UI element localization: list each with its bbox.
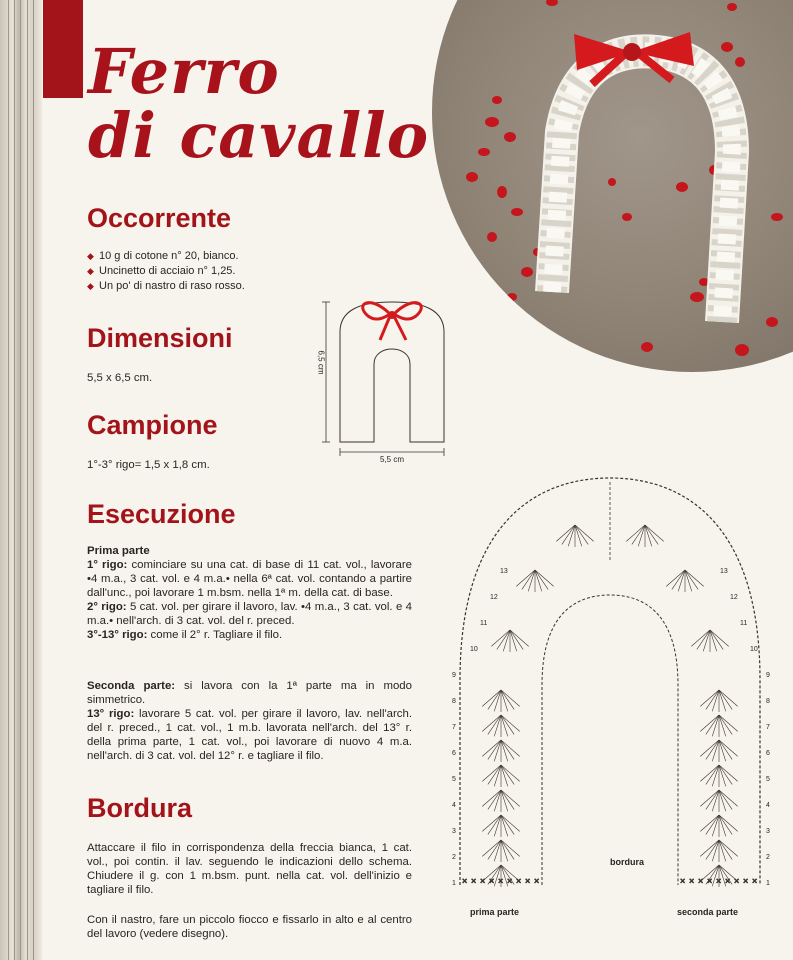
row-number: 13 [720, 568, 728, 575]
row-number: 6 [452, 750, 456, 757]
heading-dimensioni: Dimensioni [87, 323, 233, 353]
stitch-x: × [516, 876, 522, 886]
row-number: 4 [766, 802, 770, 809]
dimensions-text: 5,5 x 6,5 cm. [87, 372, 153, 384]
stitch-x: × [734, 876, 740, 886]
bordura-label: bordura [610, 857, 645, 867]
stitch-x: × [534, 876, 540, 886]
stitch-x: × [752, 876, 758, 886]
title-line-1: Ferro [88, 35, 280, 108]
row-number: 8 [452, 698, 456, 705]
subheading: Prima parte [87, 545, 150, 557]
instructions-part2 [87, 679, 412, 763]
outline-drawing [310, 292, 455, 467]
list-item: ◆ 10 g di cotone n° 20, bianco. [87, 249, 245, 264]
heading-occorrente: Occorrente [87, 203, 232, 233]
row-number: 1 [452, 880, 456, 887]
row-text: 5 cat. vol. per girare il lavoro, lav. •4 m.a., 3 cat. vol. e 4 m.a.• nell'arch. di 3 cat. vol. del r. preced. [87, 601, 412, 627]
crochet-chart [440, 470, 780, 900]
row-label: 1° rigo: [87, 559, 128, 571]
stitch-x: × [489, 876, 495, 886]
list-item: ◆ Uncinetto di acciaio n° 1,25. [87, 264, 245, 279]
row-text: si lavora con la 1ª parte ma in modo simmetrico. [87, 680, 412, 706]
row-number: 5 [766, 776, 770, 783]
stitch-x: × [689, 876, 695, 886]
prima-parte-label: prima parte [470, 907, 520, 917]
instructions-part1 [87, 544, 412, 642]
stitch-x: × [462, 876, 468, 886]
row-number: 7 [452, 724, 456, 731]
row-number: 9 [452, 672, 456, 679]
heading-bordura: Bordura [87, 793, 193, 823]
row-number: 5 [452, 776, 456, 783]
stitch-x: × [480, 876, 486, 886]
stitch-x: × [525, 876, 531, 886]
row-label: 2° rigo: [87, 601, 127, 613]
width-label: 5,5 cm [380, 455, 405, 464]
row-number: 7 [766, 724, 770, 731]
height-label: 6,5 cm [316, 350, 326, 375]
row-number: 4 [452, 802, 456, 809]
list-item: ◆ Un po' di nastro di raso rosso. [87, 279, 245, 294]
accent-tab [43, 0, 83, 98]
stitch-x: × [698, 876, 704, 886]
row-number: 10 [750, 646, 758, 653]
stitch-x: × [680, 876, 686, 886]
row-number: 12 [490, 594, 498, 601]
gauge-text: 1°-3° rigo= 1,5 x 1,8 cm. [87, 459, 210, 471]
border-instructions: Attaccare il filo in corrispondenza della freccia bianca, 1 cat. vol., poi contin. il lav. seguendo le indicazioni dello schema. Chiudere il g. con 1 m.bsm. punt. nella cat. vol. dell'inizio e tagliare il filo. [87, 842, 412, 896]
row-number: 11 [480, 620, 488, 627]
row-number: 13 [500, 568, 508, 575]
row-number: 2 [452, 854, 456, 861]
stitch-x: × [507, 876, 513, 886]
stitch-x: × [725, 876, 731, 886]
row-number: 3 [766, 828, 770, 835]
page-spine [0, 0, 42, 960]
seconda-parte-label: seconda parte [677, 907, 739, 917]
row-text: cominciare su una cat. di base di 11 cat. vol., lavorare •4 m.a., 3 cat. vol. e 4 m.a.• nella 6ª cat. vol. contando a partire dall'unc., poi lavorare 1 m.bsm. nella 1ª m. della cat. di base. [87, 559, 412, 599]
finishing-instructions: Con il nastro, fare un piccolo fiocco e fissarlo in alto e al centro del lavoro (vedere disegno). [87, 914, 412, 940]
stitch-x: × [707, 876, 713, 886]
stitch-x: × [498, 876, 504, 886]
subheading: Seconda parte: [87, 680, 176, 692]
stitch-x: × [743, 876, 749, 886]
row-number: 11 [740, 620, 748, 627]
page-title [88, 35, 430, 172]
row-number: 1 [766, 880, 770, 887]
row-text: come il 2° r. Tagliare il filo. [147, 629, 283, 641]
row-number: 2 [766, 854, 770, 861]
row-number: 3 [452, 828, 456, 835]
row-number: 8 [766, 698, 770, 705]
row-label: 3°-13° rigo: [87, 629, 148, 641]
heading-campione: Campione [87, 410, 218, 440]
heading-esecuzione: Esecuzione [87, 499, 236, 529]
row-number: 6 [766, 750, 770, 757]
row-number: 12 [730, 594, 738, 601]
stitch-x: × [716, 876, 722, 886]
row-text: lavorare 5 cat. vol. per girare il lavoro, lav. nell'arch. del r. preced., 1 cat. vol., 1 m.b. lavorata nell'arch. del 13° r. della prima parte, 1 cat. vol., poi lavorare di nuovo 4 m.a. nell'arch. di 3 cat. vol. del 12° r. e tagliare il filo. [87, 708, 412, 762]
materials-list [87, 249, 245, 294]
title-line-2: di cavallo [88, 99, 430, 172]
ribbon-bow-icon [363, 303, 422, 340]
row-number: 9 [766, 672, 770, 679]
row-number: 10 [470, 646, 478, 653]
stitch-x: × [471, 876, 477, 886]
row-label: 13° rigo: [87, 708, 135, 720]
